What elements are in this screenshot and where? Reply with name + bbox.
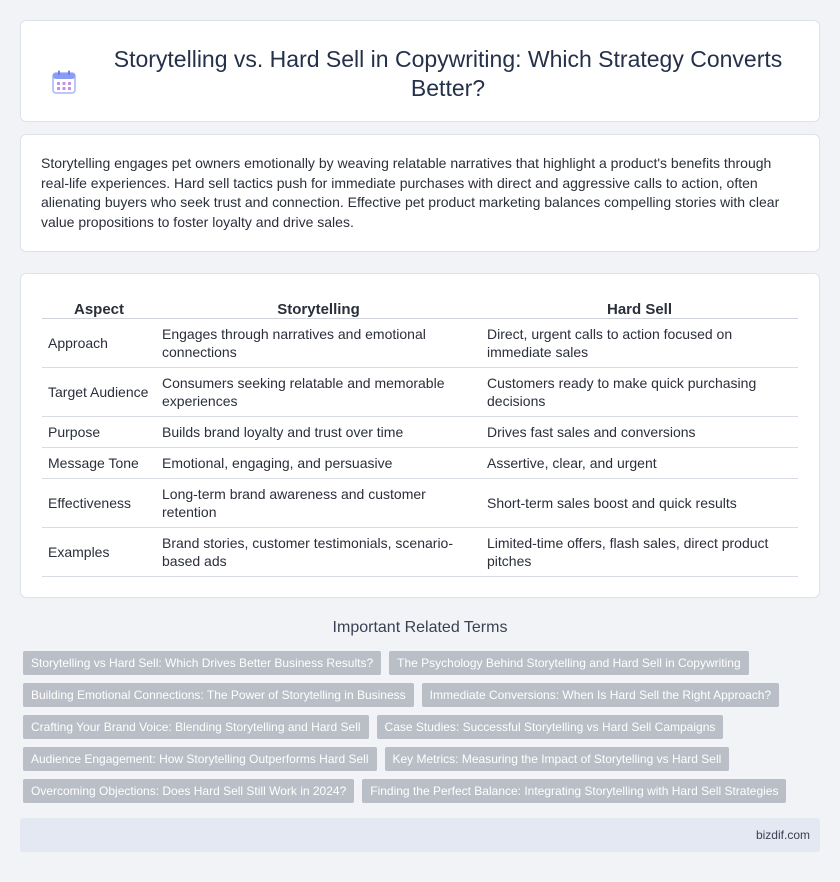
aspect-cell: Purpose — [42, 417, 156, 448]
tag-row — [23, 747, 823, 771]
tag-row — [23, 715, 823, 739]
column-header-storytelling: Storytelling — [156, 295, 481, 319]
table-row — [42, 417, 798, 448]
storytelling-cell: Consumers seeking relatable and memorable experiences — [156, 368, 481, 417]
related-term-tag[interactable]: Building Emotional Connections: The Power of Storytelling in Business — [23, 683, 414, 707]
related-term-tag[interactable]: The Psychology Behind Storytelling and Hard Sell in Copywriting — [389, 651, 749, 675]
related-term-tag[interactable]: Crafting Your Brand Voice: Blending Storytelling and Hard Sell — [23, 715, 369, 739]
tag-row — [23, 651, 823, 675]
related-term-tag[interactable]: Case Studies: Successful Storytelling vs Hard Sell Campaigns — [377, 715, 724, 739]
aspect-cell: Approach — [42, 319, 156, 368]
intro-card — [20, 134, 820, 252]
table-row — [42, 528, 798, 577]
related-term-tag[interactable]: Immediate Conversions: When Is Hard Sell the Right Approach? — [422, 683, 780, 707]
aspect-cell: Effectiveness — [42, 479, 156, 528]
related-term-tag[interactable]: Overcoming Objections: Does Hard Sell Still Work in 2024? — [23, 779, 354, 803]
comparison-table — [42, 295, 798, 577]
related-terms-list — [23, 651, 823, 811]
table-row — [42, 448, 798, 479]
storytelling-cell: Engages through narratives and emotional connections — [156, 319, 481, 368]
hard-sell-cell: Direct, urgent calls to action focused on immediate sales — [481, 319, 798, 368]
calendar-icon — [51, 69, 77, 95]
related-term-tag[interactable]: Storytelling vs Hard Sell: Which Drives Better Business Results? — [23, 651, 381, 675]
hard-sell-cell: Customers ready to make quick purchasing decisions — [481, 368, 798, 417]
aspect-cell: Target Audience — [42, 368, 156, 417]
tag-row — [23, 683, 823, 707]
footer — [20, 818, 820, 852]
header-card — [20, 20, 820, 122]
storytelling-cell: Long-term brand awareness and customer retention — [156, 479, 481, 528]
hard-sell-cell: Limited-time offers, flash sales, direct product pitches — [481, 528, 798, 577]
related-term-tag[interactable]: Audience Engagement: How Storytelling Outperforms Hard Sell — [23, 747, 377, 771]
table-header-row — [42, 295, 798, 319]
table-row — [42, 479, 798, 528]
page-title: Storytelling vs. Hard Sell in Copywriting: Which Strategy Converts Better? — [113, 46, 783, 101]
related-term-tag[interactable]: Key Metrics: Measuring the Impact of Storytelling vs Hard Sell — [385, 747, 730, 771]
related-terms-title: Important Related Terms — [332, 619, 508, 636]
hard-sell-cell: Short-term sales boost and quick results — [481, 479, 798, 528]
intro-paragraph: Storytelling engages pet owners emotionally by weaving relatable narratives that highlight a product's benefits through real-life experiences. Hard sell tactics push for immediate purchases with direct and aggressive calls to action, often alienating buyers who seek trust and connection. Effective pet product marketing balances compelling stories with clear value propositions to foster loyalty and drive sales. — [41, 155, 780, 230]
tag-row — [23, 779, 823, 803]
column-header-hard-sell: Hard Sell — [481, 295, 798, 319]
footer-site-link[interactable]: bizdif.com — [755, 828, 810, 842]
storytelling-cell: Builds brand loyalty and trust over time — [156, 417, 481, 448]
column-header-aspect: Aspect — [42, 295, 156, 319]
aspect-cell: Examples — [42, 528, 156, 577]
comparison-table-card — [20, 273, 820, 598]
aspect-cell: Message Tone — [42, 448, 156, 479]
related-term-tag[interactable]: Finding the Perfect Balance: Integrating Storytelling with Hard Sell Strategies — [362, 779, 786, 803]
storytelling-cell: Emotional, engaging, and persuasive — [156, 448, 481, 479]
table-row — [42, 368, 798, 417]
hard-sell-cell: Assertive, clear, and urgent — [481, 448, 798, 479]
hard-sell-cell: Drives fast sales and conversions — [481, 417, 798, 448]
storytelling-cell: Brand stories, customer testimonials, scenario-based ads — [156, 528, 481, 577]
table-row — [42, 319, 798, 368]
